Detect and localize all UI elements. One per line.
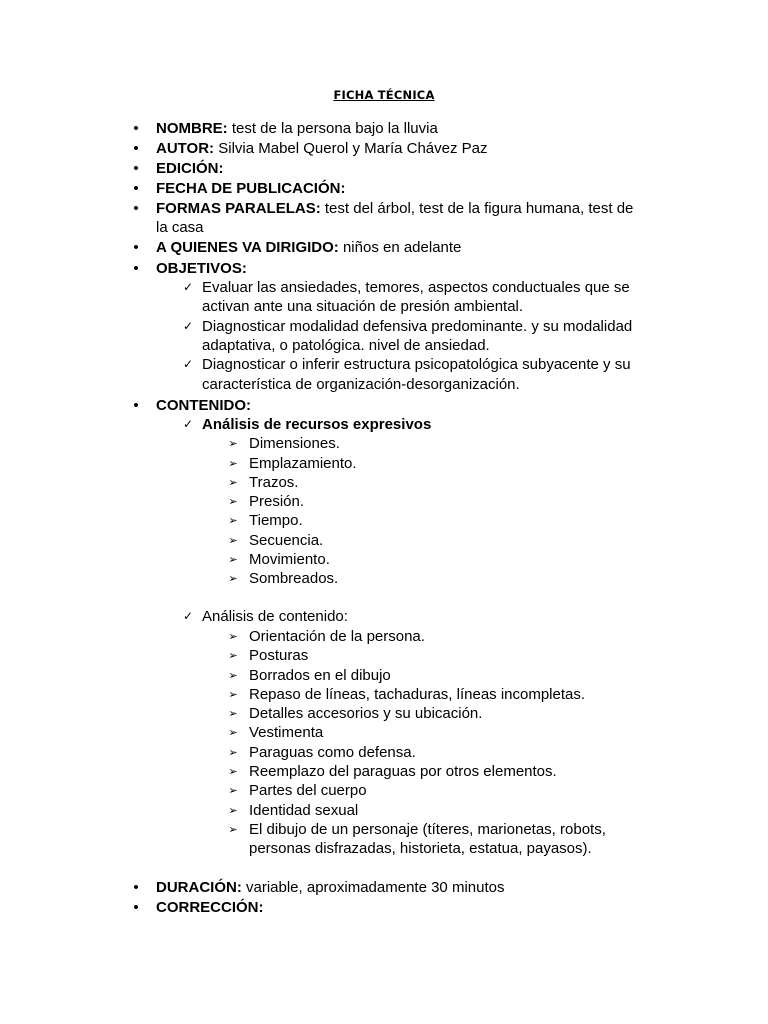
recurso-label: Tiempo. [249, 512, 303, 529]
field-label: EDICIÓN: [156, 160, 224, 177]
arrow-bullet-icon: ➢ [228, 534, 238, 547]
arrow-bullet-icon: ➢ [228, 553, 238, 566]
bullet-icon: • [133, 239, 139, 256]
arrow-bullet-icon: ➢ [228, 784, 238, 797]
arrow-bullet-icon: ➢ [228, 630, 238, 643]
field-label: DURACIÓN: [156, 879, 242, 896]
arrow-bullet-icon: ➢ [228, 476, 238, 489]
checkmark-icon: ✓ [182, 280, 194, 294]
arrow-bullet-icon: ➢ [228, 688, 238, 701]
bullet-icon: • [133, 260, 139, 277]
arrow-bullet-icon: ➢ [228, 572, 238, 585]
arrow-bullet-icon: ➢ [228, 437, 238, 450]
analisis-label: Detalles accesorios y su ubicación. [249, 705, 483, 722]
recursos-title: Análisis de recursos expresivos [202, 416, 432, 433]
arrow-bullet-icon: ➢ [228, 765, 238, 778]
arrow-bullet-icon: ➢ [228, 707, 238, 720]
recurso-label: Dimensiones. [249, 435, 340, 452]
field-label: CORRECCIÓN: [156, 899, 264, 916]
checkmark-icon: ✓ [182, 417, 194, 431]
analisis-label: Vestimenta [249, 724, 324, 741]
checkmark-icon: ✓ [182, 609, 194, 623]
objetivo-line: característica de organización-desorganización. [202, 376, 520, 393]
bullet-icon: • [133, 180, 139, 197]
field-value: niños en adelante [338, 239, 462, 256]
field-value: variable, aproximadamente 30 minutos [241, 879, 505, 896]
analisis-title: Análisis de contenido: [202, 608, 348, 625]
recurso-label: Movimiento. [249, 551, 330, 568]
field-label: CONTENIDO: [156, 397, 251, 414]
recurso-label: Secuencia. [249, 532, 324, 549]
field-label: FORMAS PARALELAS: [156, 200, 321, 217]
analisis-label: El dibujo de un personaje (títeres, marionetas, robots, [249, 821, 606, 838]
analisis-label: Identidad sexual [249, 802, 359, 819]
arrow-bullet-icon: ➢ [228, 669, 238, 682]
objetivo-line: adaptativa, o patológica. nivel de ansiedad. [202, 337, 490, 354]
objetivo-line: Evaluar las ansiedades, temores, aspectos conductuales que se [202, 279, 630, 296]
field-value-line2: la casa [156, 219, 204, 236]
field-label: OBJETIVOS: [156, 260, 247, 277]
arrow-bullet-icon: ➢ [228, 457, 238, 470]
checkmark-icon: ✓ [182, 319, 194, 333]
analisis-label: Repaso de líneas, tachaduras, líneas incompletas. [249, 686, 586, 703]
field-label: NOMBRE: [156, 120, 228, 137]
field-value: Silvia Mabel Querol y María Chávez Paz [214, 140, 488, 157]
arrow-bullet-icon: ➢ [228, 746, 238, 759]
bullet-icon: • [133, 120, 139, 137]
arrow-bullet-icon: ➢ [228, 804, 238, 817]
recurso-label: Trazos. [249, 474, 299, 491]
field-label: FECHA DE PUBLICACIÓN: [156, 180, 346, 197]
bullet-icon: • [133, 397, 139, 414]
bullet-icon: • [133, 200, 139, 217]
arrow-bullet-icon: ➢ [228, 495, 238, 508]
arrow-bullet-icon: ➢ [228, 726, 238, 739]
arrow-bullet-icon: ➢ [228, 514, 238, 527]
analisis-label: Paraguas como defensa. [249, 744, 416, 761]
analisis-label: Borrados en el dibujo [249, 667, 391, 684]
analisis-label: personas disfrazadas, historieta, estatua, payasos). [249, 840, 592, 857]
bullet-icon: • [133, 879, 139, 896]
field-value: test del árbol, test de la figura humana, test de [320, 200, 634, 217]
recurso-label: Presión. [249, 493, 305, 510]
field-label: AUTOR: [156, 140, 215, 157]
objetivo-line: Diagnosticar o inferir estructura psicopatológica subyacente y su [202, 356, 631, 373]
arrow-bullet-icon: ➢ [228, 823, 238, 836]
field-label: A QUIENES VA DIRIGIDO: [156, 239, 339, 256]
bullet-icon: • [133, 899, 139, 916]
bullet-icon: • [133, 160, 139, 177]
analisis-label: Partes del cuerpo [249, 782, 367, 799]
objetivo-line: activan ante una situación de presión ambiental. [202, 298, 524, 315]
analisis-label: Orientación de la persona. [249, 628, 425, 645]
recurso-label: Sombreados. [249, 570, 339, 587]
analisis-label: Posturas [249, 647, 309, 664]
arrow-bullet-icon: ➢ [228, 649, 238, 662]
objetivo-line: Diagnosticar modalidad defensiva predominante. y su modalidad [202, 318, 633, 335]
bullet-icon: • [133, 140, 139, 157]
checkmark-icon: ✓ [182, 357, 194, 371]
analisis-label: Reemplazo del paraguas por otros elementos. [249, 763, 557, 780]
field-value: test de la persona bajo la lluvia [227, 120, 438, 137]
recurso-label: Emplazamiento. [249, 455, 357, 472]
document-title: FICHA TÉCNICA [333, 88, 435, 102]
